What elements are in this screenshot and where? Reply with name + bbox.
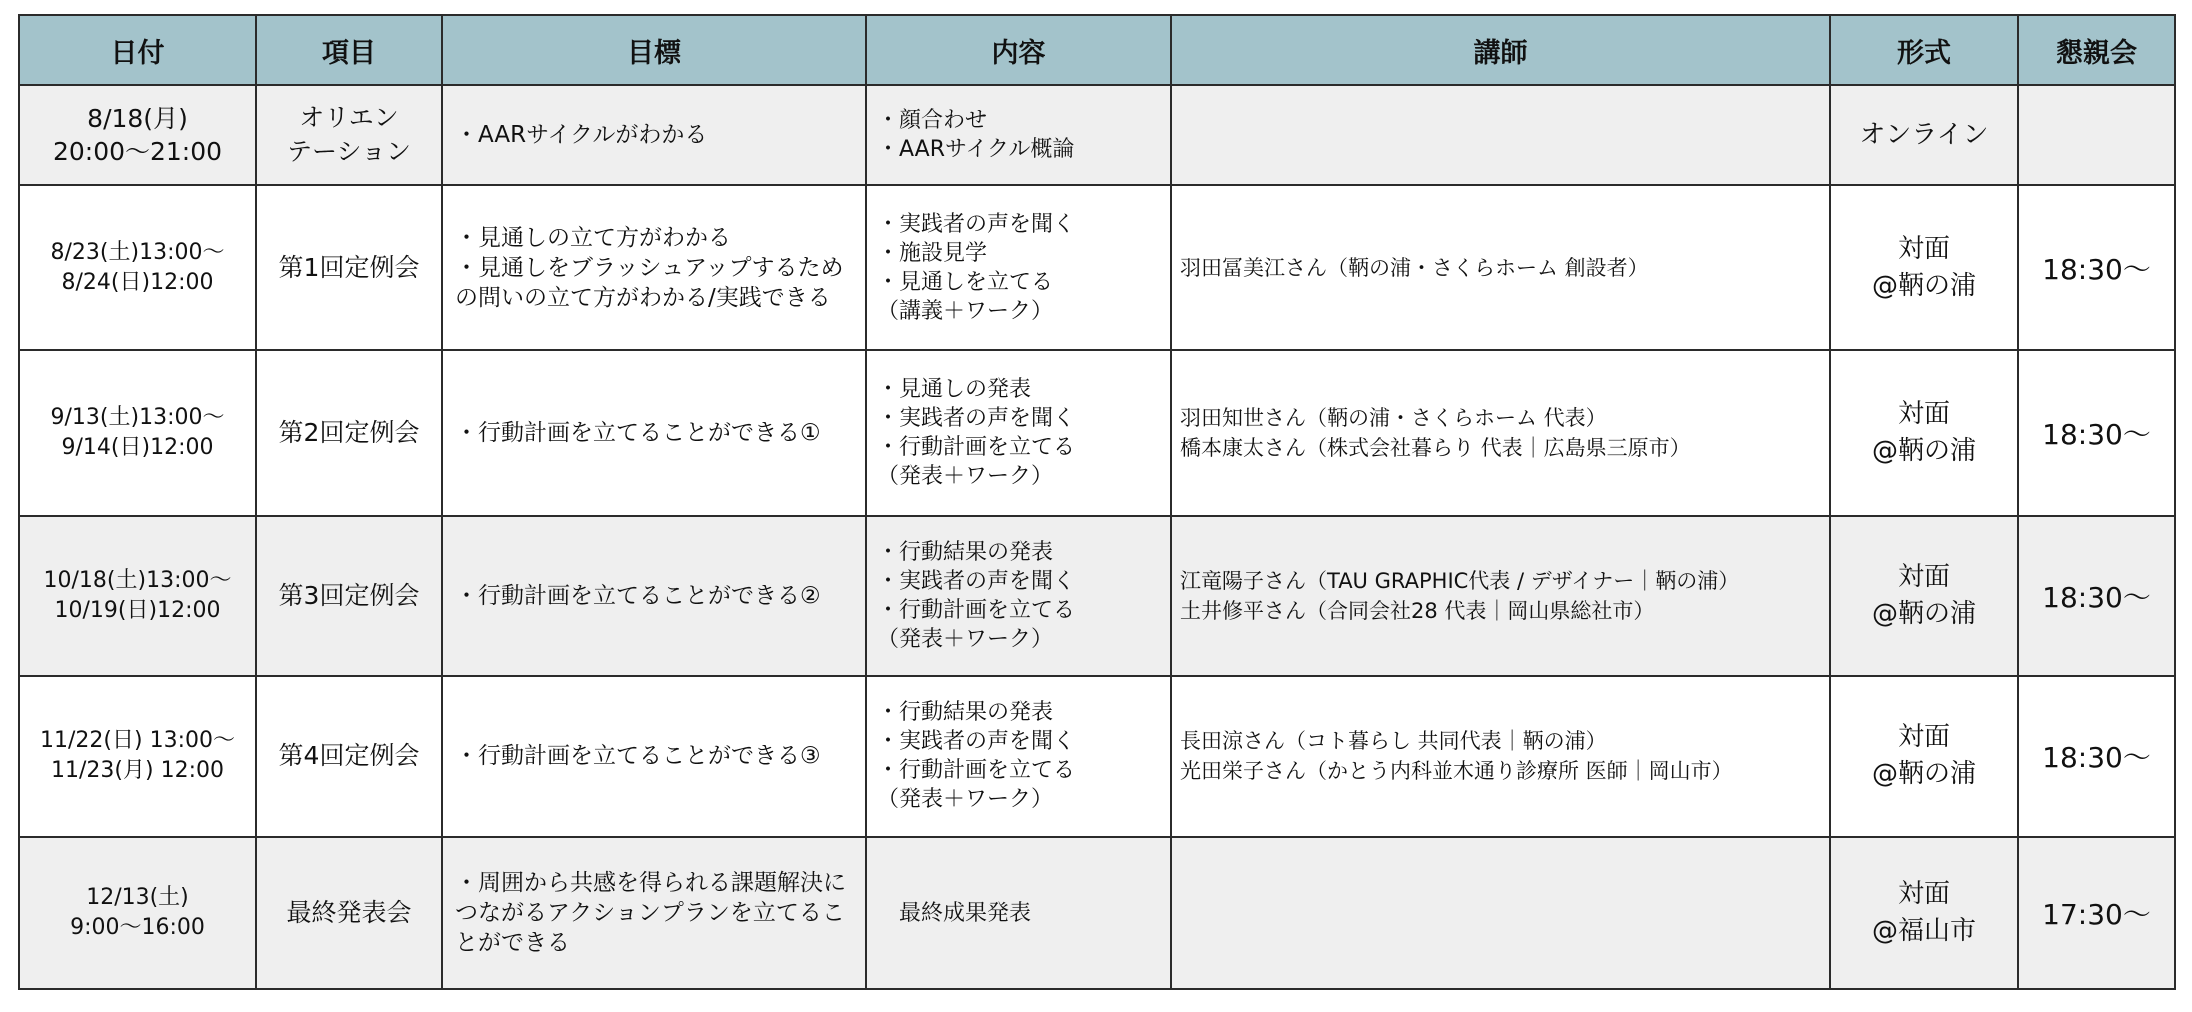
header-lecturer: 講師 [1171,15,1830,85]
table-row [19,85,2175,185]
goal-text: ・見通しの立て方がわかる ・見通しをブラッシュアップするための問いの立て方がわかる/実践できる [455,224,844,311]
table-row [19,837,2175,989]
cell-line: テーション [286,137,411,167]
cell-item [256,837,442,989]
cell-item [256,85,442,185]
cell-line: ・見通しを立てる [877,269,1054,295]
cell-format [1830,837,2018,989]
cell-line: 対面 [1897,399,1950,430]
goal-text: ・周囲から共感を得られる課題解決につながるアクションプランを立てることができる [455,870,846,957]
cell-social: 18:30〜 [2018,516,2175,676]
header-format: 形式 [1830,15,2018,85]
cell-line: @鞆の浦 [1871,598,1976,629]
cell-goal [442,185,866,350]
cell-lecturer [1171,676,1830,838]
cell-content [866,85,1171,185]
cell-line: 第1回定例会 [278,252,420,282]
header-date: 日付 [19,15,256,85]
cell-line: 対面 [1897,879,1950,910]
cell-line: オリエン [299,103,399,133]
cell-date [19,676,256,838]
cell-date [19,185,256,350]
cell-content [866,185,1171,350]
header-item: 項目 [256,15,442,85]
cell-line: @鞆の浦 [1871,270,1976,301]
cell-line: @福山市 [1871,916,1976,947]
cell-line: 江竜陽子さん（TAU GRAPHIC代表 / デザイナー｜鞆の浦） [1180,568,1740,593]
cell-goal [442,837,866,989]
cell-line: 9/13(土)13:00〜 [50,405,225,431]
cell-item [256,676,442,838]
cell-line: ・実践者の声を聞く [877,568,1076,594]
header-social: 懇親会 [2018,15,2175,85]
cell-line: 光田栄子さん（かとう内科並木通り診療所 医師｜岡山市） [1180,759,1733,784]
cell-line: ・実践者の声を聞く [877,729,1076,755]
table-row [19,350,2175,516]
cell-format [1830,185,2018,350]
cell-line: 対面 [1897,722,1950,753]
cell-line: ・行動結果の発表 [877,539,1054,565]
cell-line: 12/13(土) [86,885,189,911]
cell-line: 第2回定例会 [278,418,420,448]
cell-line: （発表＋ワーク） [877,626,1054,652]
cell-item [256,185,442,350]
cell-lecturer [1171,516,1830,676]
cell-line: ・行動結果の発表 [877,700,1054,726]
cell-goal [442,516,866,676]
cell-goal [442,676,866,838]
cell-line: ・見通しの発表 [877,377,1032,403]
cell-line: 羽田冨美江さん（鞆の浦・さくらホーム 創設者） [1180,255,1649,280]
cell-goal [442,350,866,516]
cell-line: 対面 [1897,233,1950,264]
cell-line: 橋本康太さん（株式会社暮らり 代表｜広島県三原市） [1180,436,1691,461]
cell-line: ・顔合わせ [877,108,988,134]
cell-line: 8/24(日)12:00 [61,269,214,295]
cell-line: （講義＋ワーク） [877,298,1054,324]
cell-item [256,350,442,516]
cell-line: ・行動計画を立てる [877,435,1076,461]
cell-social: 17:30〜 [2018,837,2175,989]
cell-content [866,350,1171,516]
cell-line: （発表＋ワーク） [877,464,1054,490]
cell-social [2018,85,2175,185]
table-row [19,676,2175,838]
cell-format [1830,85,2018,185]
goal-text: ・行動計画を立てることができる① [455,420,821,447]
cell-line: 10/18(土)13:00〜 [43,567,232,593]
goal-text: ・行動計画を立てることができる③ [455,743,821,770]
cell-content [866,837,1171,989]
cell-line: 8/18(月) [87,104,188,134]
cell-lecturer [1171,85,1830,185]
table-row [19,185,2175,350]
cell-line: （発表＋ワーク） [877,787,1054,813]
cell-line: オンライン [1859,119,1989,150]
cell-line: 対面 [1897,561,1950,592]
cell-line: 羽田知世さん（鞆の浦・さくらホーム 代表） [1180,406,1607,431]
cell-content [866,516,1171,676]
cell-lecturer [1171,185,1830,350]
cell-line: 第4回定例会 [278,741,420,771]
cell-line: 10/19(日)12:00 [54,597,221,623]
cell-item [256,516,442,676]
goal-text: ・行動計画を立てることができる② [455,582,821,609]
cell-line: 8/23(土)13:00〜 [50,239,225,265]
cell-line: 11/23(月) 12:00 [51,758,224,784]
cell-line: 第3回定例会 [278,580,420,610]
cell-line: ・行動計画を立てる [877,758,1076,784]
cell-line: 最終成果発表 [899,900,1032,926]
cell-line: ・実践者の声を聞く [877,211,1076,237]
cell-line: 20:00〜21:00 [52,137,223,167]
cell-line: ・AARサイクル概論 [877,137,1075,163]
cell-date [19,85,256,185]
table-row [19,516,2175,676]
header-content: 内容 [866,15,1171,85]
schedule-table [18,14,2176,990]
cell-format [1830,516,2018,676]
cell-social: 18:30〜 [2018,350,2175,516]
cell-social: 18:30〜 [2018,185,2175,350]
cell-line: ・実践者の声を聞く [877,406,1076,432]
cell-line: ・施設見学 [877,240,988,266]
cell-line: @鞆の浦 [1871,436,1976,467]
header-goal: 目標 [442,15,866,85]
cell-line: 長田涼さん（コト暮らし 共同代表｜鞆の浦） [1180,729,1607,754]
cell-social: 18:30〜 [2018,676,2175,838]
cell-line: @鞆の浦 [1871,759,1976,790]
cell-date [19,516,256,676]
cell-line: 9:00〜16:00 [70,915,205,941]
cell-format [1830,676,2018,838]
cell-date [19,350,256,516]
cell-format [1830,350,2018,516]
cell-content [866,676,1171,838]
cell-line: 最終発表会 [286,898,412,928]
cell-line: 土井修平さん（合同会社28 代表｜岡山県総社市） [1180,598,1655,623]
goal-text: ・AARサイクルがわかる [455,122,708,149]
header-row [19,15,2175,85]
cell-line: 11/22(日) 13:00〜 [40,728,235,754]
cell-goal [442,85,866,185]
cell-date [19,837,256,989]
cell-lecturer [1171,837,1830,989]
cell-line: ・行動計画を立てる [877,597,1076,623]
schedule-body [19,85,2175,989]
cell-line: 9/14(日)12:00 [61,435,214,461]
cell-lecturer [1171,350,1830,516]
